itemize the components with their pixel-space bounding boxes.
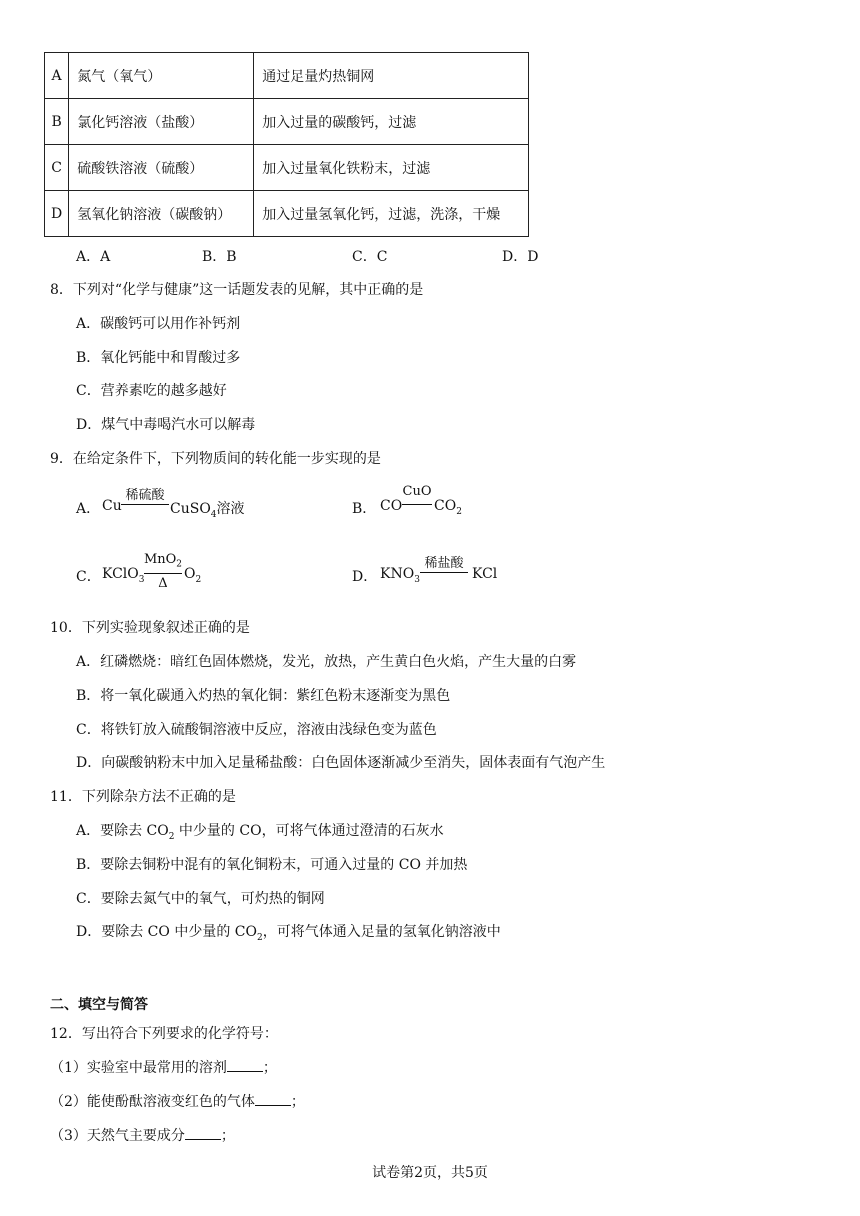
option-label: C． (76, 569, 101, 585)
row-method: 加入过量氧化铁粉末，过滤 (254, 145, 529, 191)
q9-option-a[interactable] (76, 488, 276, 538)
q9-option-d[interactable] (352, 556, 552, 606)
q11-stem: 11．下列除杂方法不正确的是 (50, 789, 236, 805)
q8-option-a[interactable]: A．碳酸钙可以用作补钙剂 (76, 316, 241, 332)
q7-option-c[interactable]: C．C (352, 249, 388, 265)
q11-option-d[interactable]: D．要除去 CO 中少量的 $CO_2$，可将气体通入足量的氢氧化钠溶液中 (76, 924, 501, 943)
q9-stem: 9．在给定条件下，下列物质间的转化能一步实现的是 (50, 451, 381, 467)
q11-option-b[interactable]: B．要除去铜粉中混有的氧化铜粉末，可通入过量的 CO 并加热 (76, 857, 468, 873)
q7-option-a[interactable]: A．A (76, 249, 111, 265)
reaction-arrow (402, 504, 432, 505)
table-row (45, 99, 529, 145)
row-substance: 氯化钙溶液（盐酸） (69, 99, 254, 145)
reaction-arrow (144, 573, 182, 574)
row-key: A (45, 53, 69, 99)
reaction-arrow (121, 504, 169, 505)
option-label: A． (76, 501, 101, 517)
table-row (45, 191, 529, 237)
answer-blank[interactable] (227, 1057, 263, 1072)
table-row (45, 53, 529, 99)
table-row (45, 145, 529, 191)
reaction-arrow (420, 572, 468, 573)
reactant: CO (380, 498, 403, 514)
reactant: $KNO_3$ (380, 566, 420, 585)
q12-item-3: （3）天然气主要成分 ； (50, 1125, 235, 1145)
product: CuSO$_4$溶液 (170, 501, 245, 520)
q10-stem: 10．下列实验现象叙述正确的是 (50, 620, 250, 636)
reactant: KClO$_3$ (102, 566, 145, 585)
row-substance: 氮气（氧气） (69, 53, 254, 99)
q12-stem: 12．写出符合下列要求的化学符号： (50, 1026, 278, 1042)
options-table (44, 52, 529, 237)
q10-option-c[interactable]: C．将铁钉放入硫酸铜溶液中反应，溶液由浅绿色变为蓝色 (76, 722, 437, 738)
q10-option-a[interactable]: A．红磷燃烧：暗红色固体燃烧，发光，放热，产生黄白色火焰，产生大量的白雾 (76, 654, 577, 670)
row-method: 通过足量灼热铜网 (254, 53, 529, 99)
q12-item-2: （2）能使酚酞溶液变红色的气体 ； (50, 1091, 305, 1111)
q10-option-b[interactable]: B．将一氧化碳通入灼热的氧化铜：紫红色粉末逐渐变为黑色 (76, 688, 451, 704)
q11-option-a[interactable]: A．要除去 $CO_2$ 中少量的 CO，可将气体通过澄清的石灰水 (76, 823, 444, 842)
reaction-condition: CuO (402, 484, 432, 499)
q10-option-d[interactable]: D．向碳酸钠粉末中加入足量稀盐酸：白色固体逐渐减少至消失，固体表面有气泡产生 (76, 755, 606, 771)
option-label: B． (352, 501, 377, 517)
product: KCl (472, 566, 498, 582)
reaction-condition-heat: Δ (158, 576, 168, 591)
reactant: Cu (102, 498, 122, 514)
row-substance: 硫酸铁溶液（硫酸） (69, 145, 254, 191)
row-key: C (45, 145, 69, 191)
q9-option-b[interactable] (352, 484, 512, 538)
q9-option-c[interactable] (76, 552, 276, 606)
row-method: 加入过量的碳酸钙，过滤 (254, 99, 529, 145)
page-footer: 试卷第2页，共5页 (372, 1165, 488, 1181)
reaction-condition: 稀硫酸 (125, 488, 165, 503)
q8-stem: 8．下列对“化学与健康”这一话题发表的见解，其中正确的是 (50, 282, 424, 298)
reaction-condition: 稀盐酸 (424, 556, 464, 571)
product: $CO_2$ (434, 498, 462, 517)
section-title: 二、填空与简答 (50, 997, 148, 1013)
q8-option-b[interactable]: B．氧化钙能中和胃酸过多 (76, 350, 241, 366)
q7-option-b[interactable]: B．B (202, 249, 237, 265)
product: $O_2$ (184, 566, 202, 585)
reaction-condition: MnO$_2$ (143, 552, 183, 570)
q11-option-c[interactable]: C．要除去氮气中的氧气，可灼热的铜网 (76, 891, 325, 907)
answer-blank[interactable] (185, 1125, 221, 1140)
q8-option-c[interactable]: C．营养素吃的越多越好 (76, 383, 227, 399)
q7-option-d[interactable]: D．D (502, 249, 539, 265)
row-key: D (45, 191, 69, 237)
q12-item-1: （1）实验室中最常用的溶剂 ； (50, 1057, 277, 1077)
answer-blank[interactable] (255, 1091, 291, 1106)
row-key: B (45, 99, 69, 145)
option-label: D． (352, 569, 378, 585)
row-method: 加入过量氢氧化钙，过滤，洗涤，干燥 (254, 191, 529, 237)
q8-option-d[interactable]: D．煤气中毒喝汽水可以解毒 (76, 417, 256, 433)
row-substance: 氢氧化钠溶液（碳酸钠） (69, 191, 254, 237)
